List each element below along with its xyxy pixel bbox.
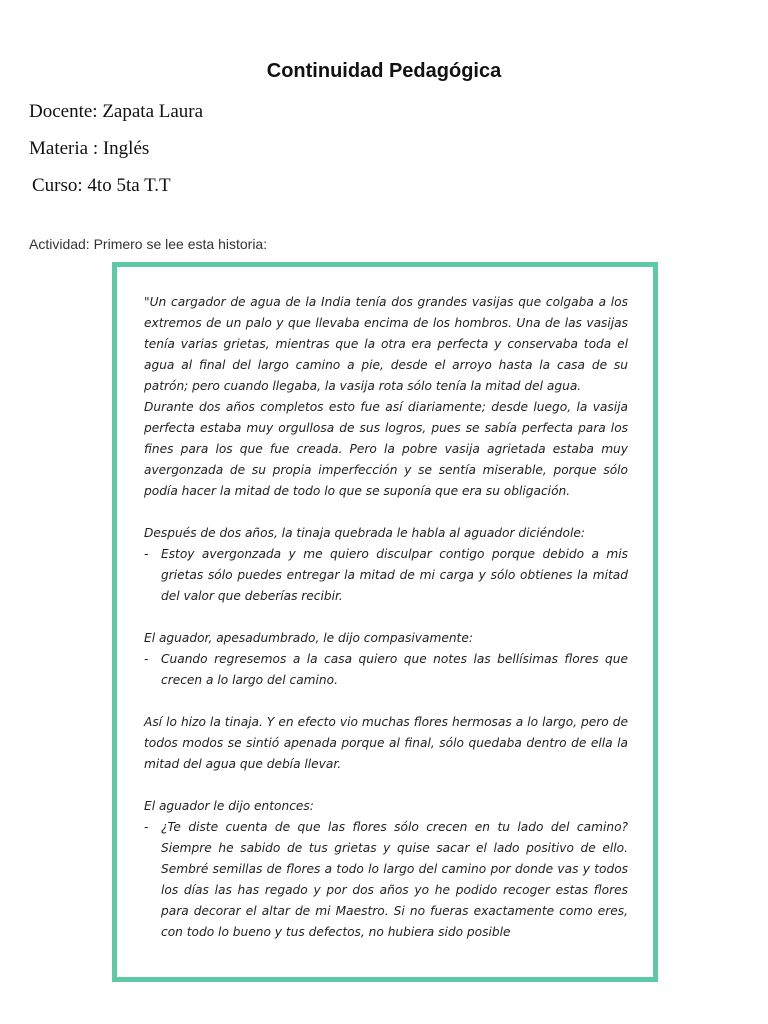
story-text <box>144 292 628 964</box>
dialogue-list-1 <box>144 544 628 607</box>
dialogue-list-2 <box>144 649 628 691</box>
dialogue-line-2: - Cuando regresemos a la casa quiero que notes las bellísimas flores que crecen a lo largo del camino. <box>144 649 628 691</box>
story-paragraph-4: El aguador, apesadumbrado, le dijo compasivamente: <box>144 631 473 645</box>
subject-line: Materia : Inglés <box>29 138 150 159</box>
story-paragraph-6: El aguador le dijo entonces: <box>144 799 314 813</box>
course-line: Curso: 4to 5ta T.T <box>32 175 171 196</box>
teacher-line: Docente: Zapata Laura <box>29 101 204 122</box>
story-frame <box>112 262 658 982</box>
story-paragraph-3: Después de dos años, la tinaja quebrada le habla al aguador diciéndole: <box>144 526 585 540</box>
dialogue-list-3 <box>144 817 628 943</box>
dialogue-line-1: - Estoy avergonzada y me quiero disculpar contigo porque debido a mis grietas sólo puedes entregar la mitad de mi carga y sólo obtienes la mitad del valor que deberías recibir. <box>144 544 628 607</box>
dialogue-line-3: - ¿Te diste cuenta de que las flores sólo crecen en tu lado del camino? Siempre he sabido de tus grietas y quise sacar el lado positivo de ello. Sembré semillas de flores a todo lo largo del camino por donde vas y todos los días las has regado y por dos años yo he podido recoger estas flores para decorar el altar de mi Maestro. Si no fueras exactamente como eres, con todo lo bueno y tus defectos, no hubiera sido posible <box>144 817 628 943</box>
page-title: Continuidad Pedagógica <box>266 60 502 82</box>
story-paragraph-2: Durante dos años completos esto fue así diariamente; desde luego, la vasija perfecta estaba muy orgullosa de sus logros, pues se sabía perfecta para los fines para los que fue creada. Pero la pobre vasija agrietada estaba muy avergonzada de su propia imperfección y se sentía miserable, porque sólo podía hacer la mitad de todo lo que se suponía que era su obligación. <box>144 400 628 498</box>
activity-instruction: Actividad: Primero se lee esta historia: <box>29 236 268 252</box>
story-paragraph-5: Así lo hizo la tinaja. Y en efecto vio muchas flores hermosas a lo largo, pero de todos modos se sintió apenada porque al final, sólo quedaba dentro de ella la mitad del agua que debía llevar. <box>144 715 628 771</box>
story-paragraph-1: "Un cargador de agua de la India tenía dos grandes vasijas que colgaba a los extremos de un palo y que llevaba encima de los hombros. Una de las vasijas tenía varias grietas, mientras que la otra era perfecta y conservaba toda el agua al final del largo camino a pie, desde el arroyo hasta la casa de su patrón; pero cuando llegaba, la vasija rota sólo tenía la mitad del agua. <box>144 295 628 393</box>
